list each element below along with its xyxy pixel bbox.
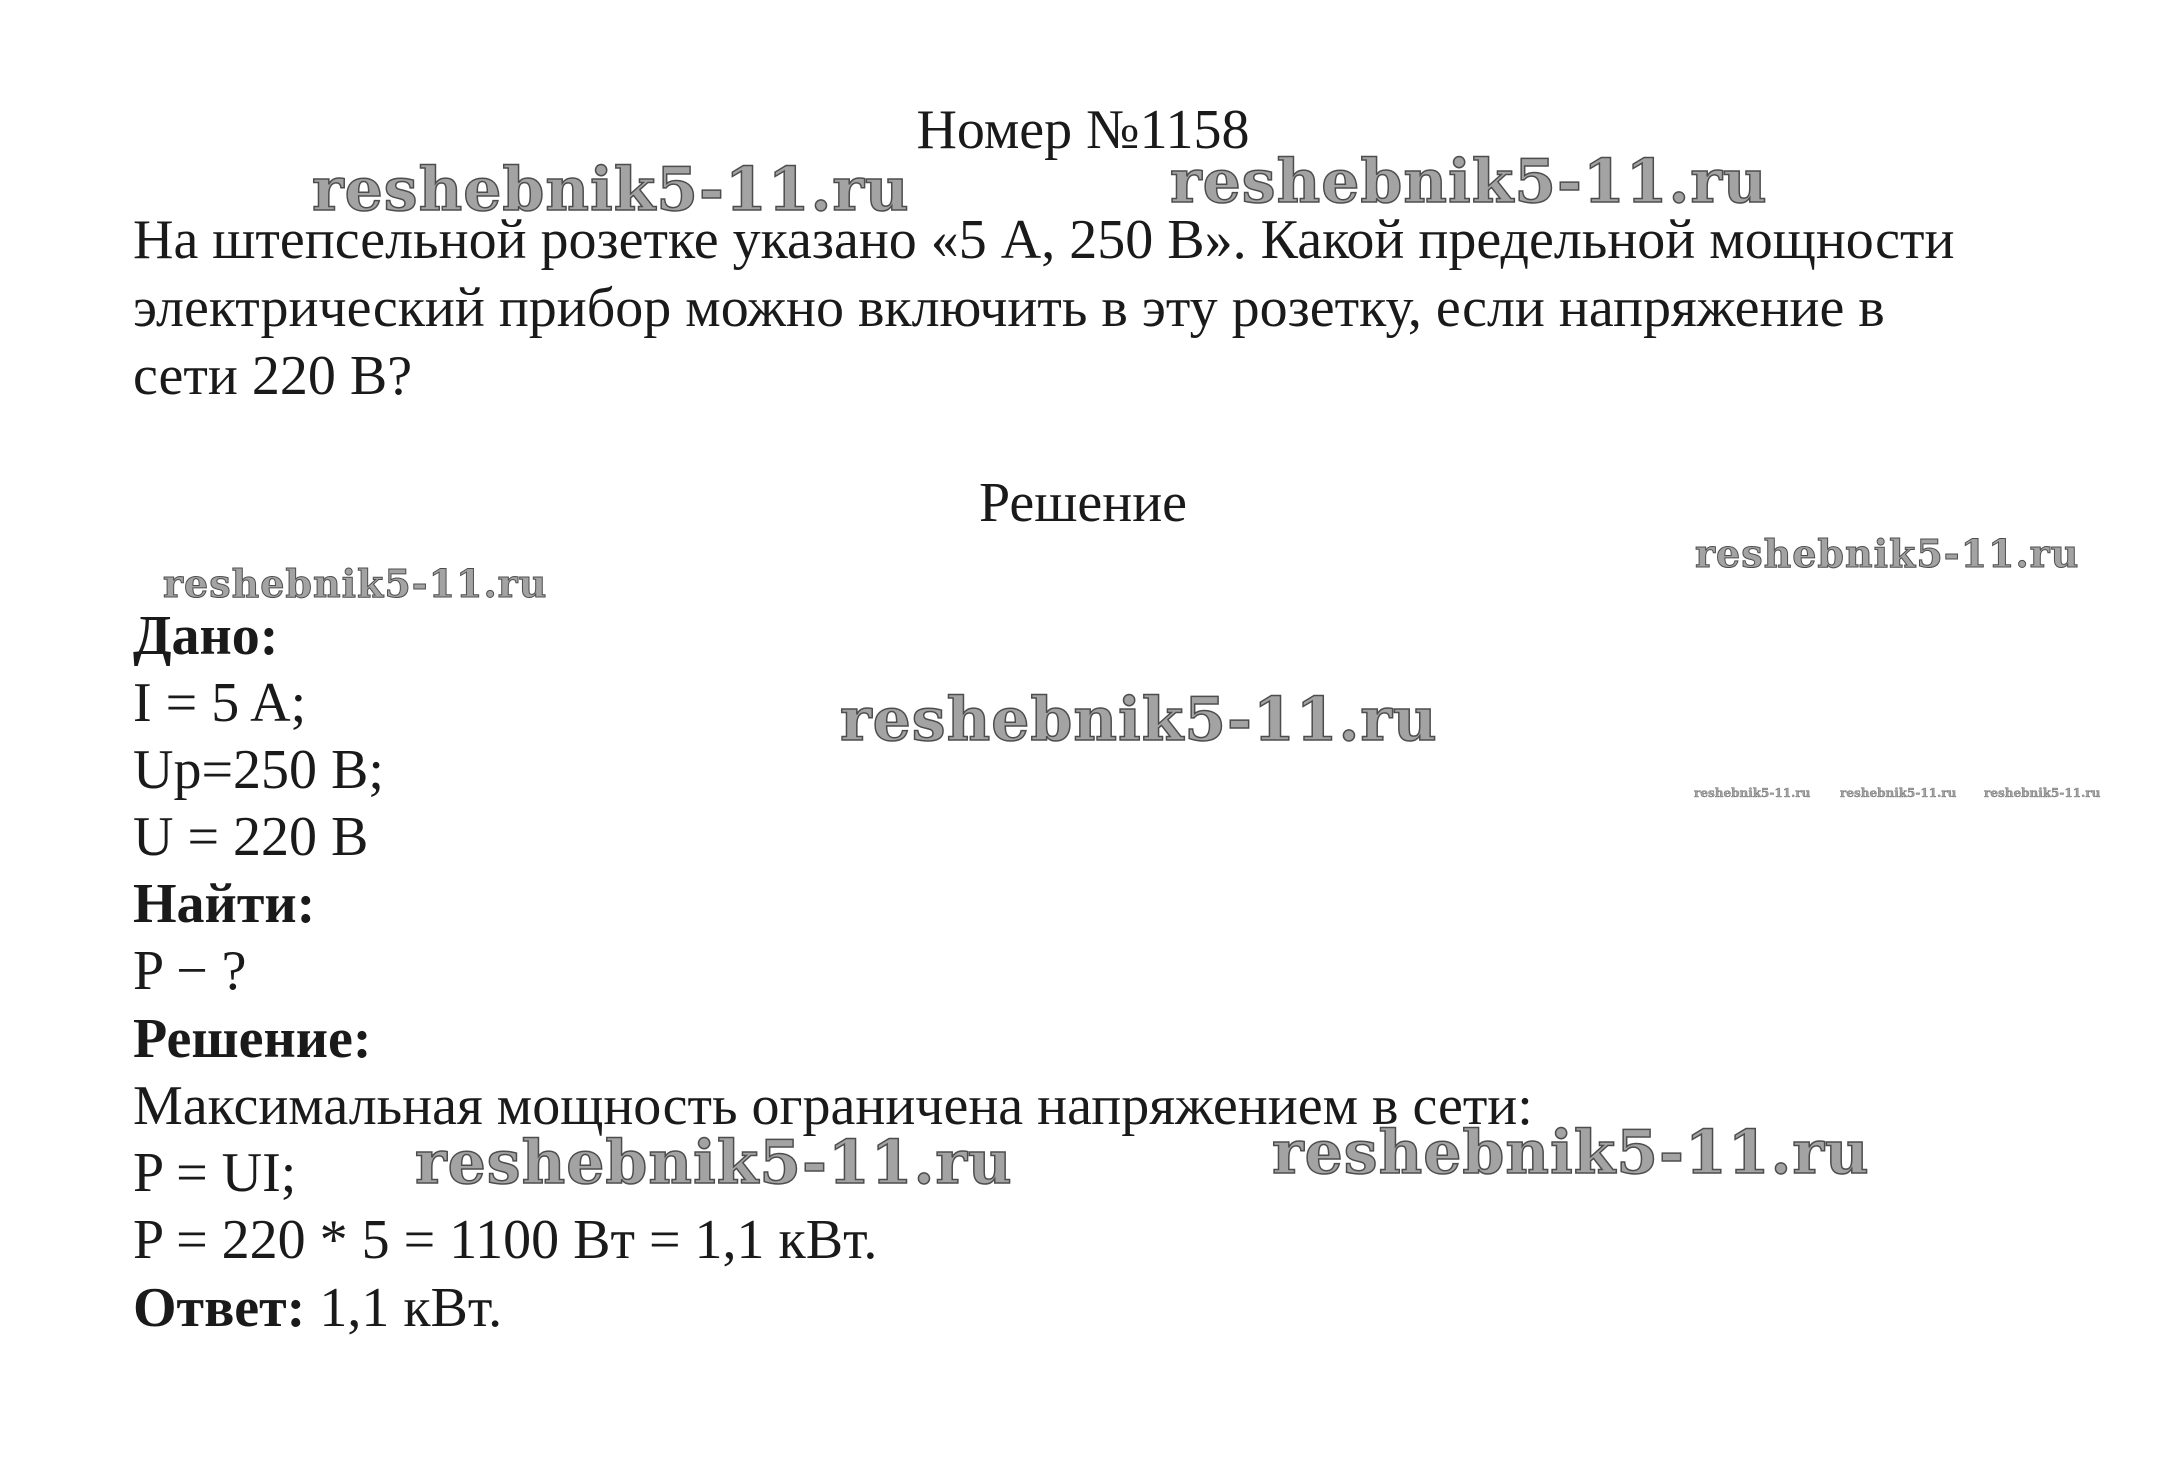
watermark: reshebnik5-11.ru bbox=[1984, 786, 2101, 800]
formula-line: P = UI; bbox=[133, 1142, 297, 1204]
answer-label: Ответ: bbox=[133, 1277, 306, 1339]
solution-line: Максимальная мощность ограничена напряжением в сети: bbox=[133, 1075, 1533, 1137]
find-label: Найти: bbox=[133, 873, 316, 935]
solution-heading: Решение bbox=[978, 472, 1188, 534]
page-title: Номер №1158 bbox=[916, 99, 1250, 161]
watermark: reshebnik5-11.ru bbox=[312, 155, 910, 225]
answer-value: 1,1 кВт. bbox=[305, 1277, 503, 1339]
given-item: U = 220 В bbox=[133, 806, 369, 868]
watermark: reshebnik5-11.ru bbox=[163, 561, 548, 606]
watermark: reshebnik5-11.ru bbox=[1694, 786, 1811, 800]
problem-line-1: На штепсельной розетке указано «5 А, 250 В». Какой предельной мощности bbox=[133, 209, 1955, 271]
given-item: I = 5 A; bbox=[133, 672, 307, 734]
watermark: reshebnik5-11.ru bbox=[1695, 531, 2080, 576]
given-item: Up=250 В; bbox=[133, 739, 384, 801]
watermark: reshebnik5-11.ru bbox=[415, 1128, 1013, 1198]
solution-label: Решение: bbox=[133, 1008, 372, 1070]
given-label: Дано: bbox=[133, 605, 279, 667]
calculation-line: P = 220 * 5 = 1100 Вт = 1,1 кВт. bbox=[133, 1209, 878, 1271]
answer-line bbox=[133, 1277, 503, 1339]
watermark: reshebnik5-11.ru bbox=[1170, 147, 1768, 217]
problem-line-2: электрический прибор можно включить в эту розетку, если напряжение в bbox=[133, 277, 1885, 339]
watermark: reshebnik5-11.ru bbox=[1840, 786, 1957, 800]
watermark: reshebnik5-11.ru bbox=[1272, 1118, 1870, 1188]
find-value: P − ? bbox=[133, 940, 247, 1002]
problem-line-3: сети 220 В? bbox=[133, 345, 413, 407]
watermark: reshebnik5-11.ru bbox=[840, 685, 1438, 755]
